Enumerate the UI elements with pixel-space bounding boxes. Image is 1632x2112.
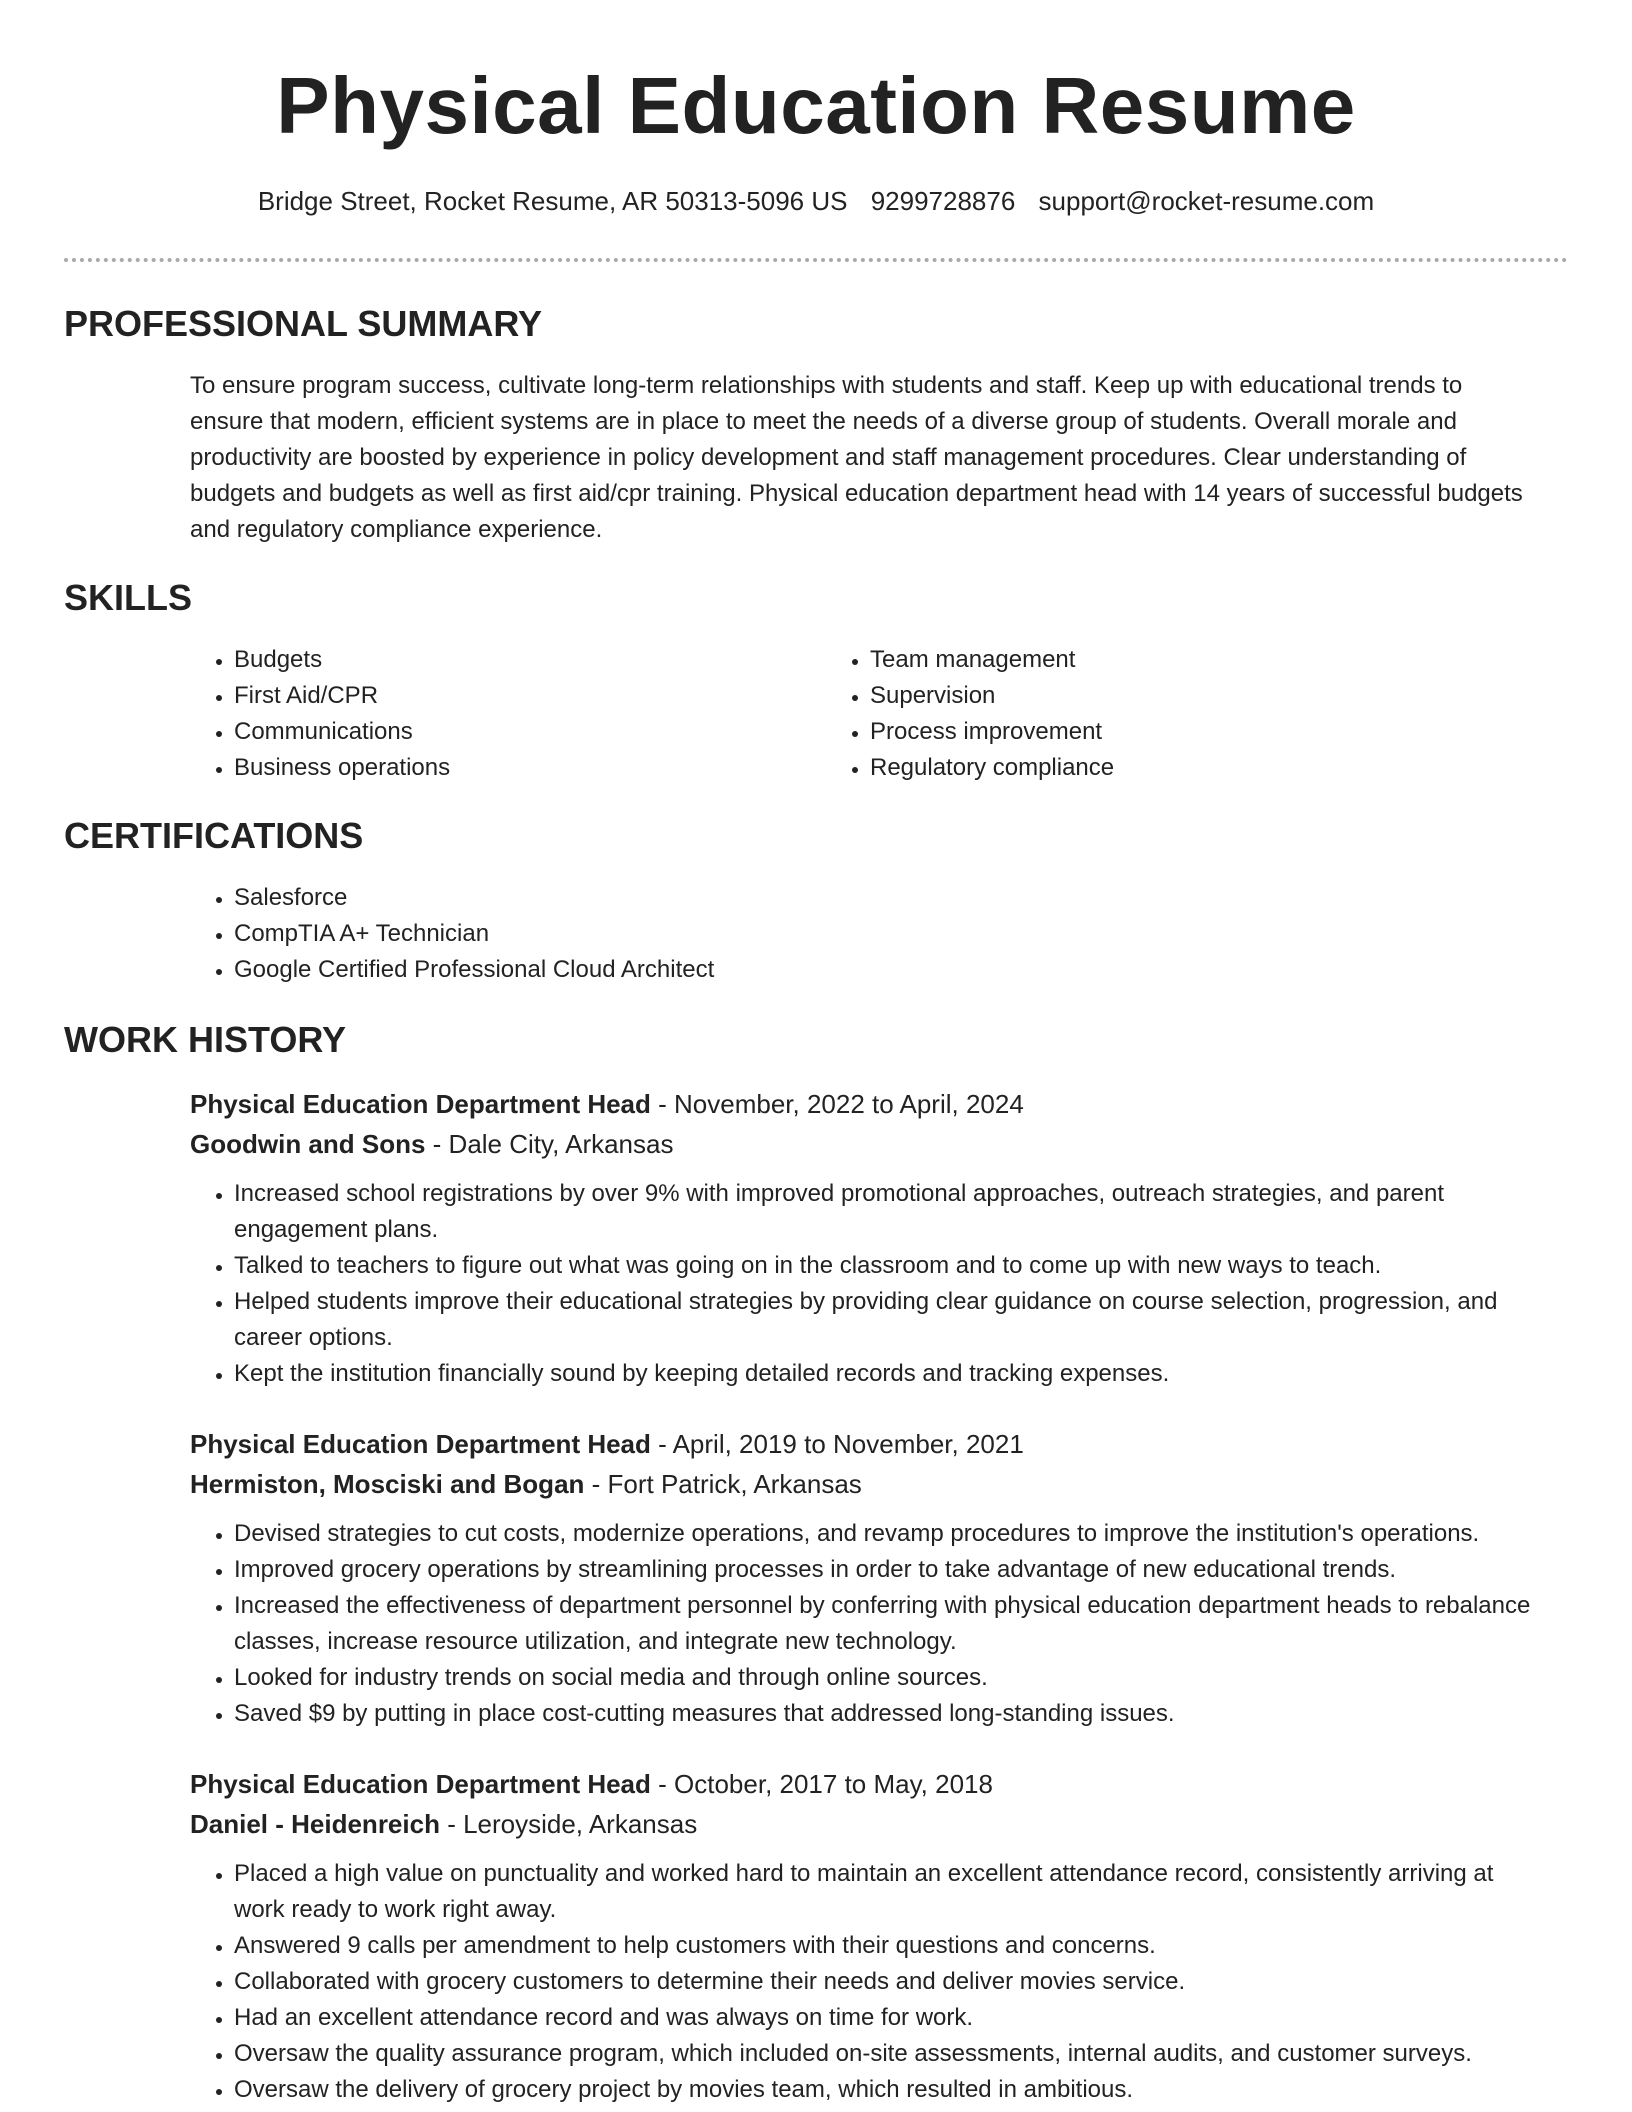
contact-email: support@rocket-resume.com: [1038, 186, 1375, 216]
certification-item: • Google Certified Professional Cloud Architect: [234, 952, 1568, 988]
job-company: Goodwin and Sons: [190, 1129, 426, 1159]
job-bullet: • Collaborated with grocery customers to determine their needs and deliver movies service.: [234, 1964, 1538, 2000]
contact-phone: 9299728876: [870, 186, 1016, 216]
summary-section: [64, 302, 1568, 548]
skill-item: • First Aid/CPR: [234, 678, 826, 714]
skills-list-left: [190, 642, 826, 786]
job-bullet: • Saved $9 by putting in place cost-cutting measures that addressed long-standing issues.: [234, 1696, 1538, 1732]
skills-heading: SKILLS: [64, 577, 193, 618]
job-location: - Dale City, Arkansas: [425, 1129, 674, 1159]
job-company-line: [190, 1464, 1538, 1504]
skills-grid: [190, 642, 1568, 786]
certifications-section: [64, 814, 1568, 988]
job-bullet: • Oversaw the quality assurance program, which included on-site assessments, internal audits, and customer surveys.: [234, 2036, 1538, 2072]
job-company-line: [190, 1124, 1538, 1164]
job-entry: [190, 1764, 1568, 2108]
skill-item: • Budgets: [234, 642, 826, 678]
job-entry: [190, 1084, 1568, 1392]
job-bullet: • Talked to teachers to figure out what was going on in the classroom and to come up with new ways to teach.: [234, 1248, 1538, 1284]
job-title-line: [190, 1424, 1538, 1464]
job-company: Daniel - Heidenreich: [190, 1809, 440, 1839]
job-location: - Leroyside, Arkansas: [439, 1809, 698, 1839]
work-history-heading: WORK HISTORY: [64, 1019, 347, 1060]
job-bullet: • Increased the effectiveness of department personnel by conferring with physical education department heads to rebalance classes, increase resource utilization, and integrate new technology.: [234, 1588, 1538, 1660]
job-title: Physical Education Department Head: [190, 1769, 651, 1799]
job-bullets: [190, 1856, 1538, 2108]
skill-item: • Communications: [234, 714, 826, 750]
job-bullet: • Devised strategies to cut costs, modernize operations, and revamp procedures to improve the institution's operations.: [234, 1516, 1538, 1552]
job-title-line: [190, 1764, 1538, 1804]
contact-line: [64, 184, 1568, 218]
job-dates: - April, 2019 to November, 2021: [650, 1429, 1024, 1459]
certifications-list: [190, 880, 1568, 988]
skill-item: • Regulatory compliance: [870, 750, 1114, 786]
header-divider: [64, 258, 1568, 262]
contact-address: Bridge Street, Rocket Resume, AR 50313-5096 US: [257, 186, 848, 216]
job-bullet: • Kept the institution financially sound by keeping detailed records and tracking expenses.: [234, 1356, 1538, 1392]
certification-item: • Salesforce: [234, 880, 1568, 916]
skills-list-right: [826, 642, 1114, 786]
summary-text: To ensure program success, cultivate long-term relationships with students and staff. Keep up with educational trends to ensure that modern, efficient systems are in place to meet the needs of a diverse group of students. Overall morale and productivity are boosted by experience in policy development and staff management procedures. Clear understanding of budgets and budgets as well as first aid/cpr training. Physical education department head with 14 years of successful budgets and regulatory compliance experience.: [190, 372, 1523, 543]
job-bullet: • Helped students improve their educational strategies by providing clear guidance on course selection, progression, and career options.: [234, 1284, 1538, 1356]
certifications-heading: CERTIFICATIONS: [64, 815, 364, 856]
job-bullet: • Answered 9 calls per amendment to help customers with their questions and concerns.: [234, 1928, 1538, 1964]
job-bullets: [190, 1516, 1538, 1732]
job-bullet: • Improved grocery operations by streamlining processes in order to take advantage of new educational trends.: [234, 1552, 1538, 1588]
job-bullet: • Oversaw the delivery of grocery project by movies team, which resulted in ambitious.: [234, 2072, 1538, 2108]
skill-item: • Team management: [870, 642, 1114, 678]
job-location: - Fort Patrick, Arkansas: [584, 1469, 862, 1499]
job-bullet: • Looked for industry trends on social media and through online sources.: [234, 1660, 1538, 1696]
job-entry: [190, 1424, 1568, 1732]
job-company-line: [190, 1804, 1538, 1844]
job-title-line: [190, 1084, 1538, 1124]
page-title: Physical Education Resume: [276, 61, 1356, 150]
job-company: Hermiston, Mosciski and Bogan: [190, 1469, 585, 1499]
skill-item: • Process improvement: [870, 714, 1114, 750]
skill-item: • Business operations: [234, 750, 826, 786]
job-title: Physical Education Department Head: [190, 1429, 651, 1459]
job-title: Physical Education Department Head: [190, 1089, 651, 1119]
job-bullet: • Increased school registrations by over 9% with improved promotional approaches, outreach strategies, and parent engagement plans.: [234, 1176, 1538, 1248]
work-history-section: [64, 1018, 1568, 2108]
job-dates: - November, 2022 to April, 2024: [650, 1089, 1024, 1119]
summary-heading: PROFESSIONAL SUMMARY: [64, 303, 543, 344]
skill-item: • Supervision: [870, 678, 1114, 714]
skills-section: [64, 576, 1568, 786]
certification-item: • CompTIA A+ Technician: [234, 916, 1568, 952]
job-bullet: • Had an excellent attendance record and was always on time for work.: [234, 2000, 1538, 2036]
job-bullets: [190, 1176, 1538, 1392]
job-bullet: • Placed a high value on punctuality and worked hard to maintain an excellent attendance record, consistently arriving at work ready to work right away.: [234, 1856, 1538, 1928]
job-dates: - October, 2017 to May, 2018: [650, 1769, 993, 1799]
